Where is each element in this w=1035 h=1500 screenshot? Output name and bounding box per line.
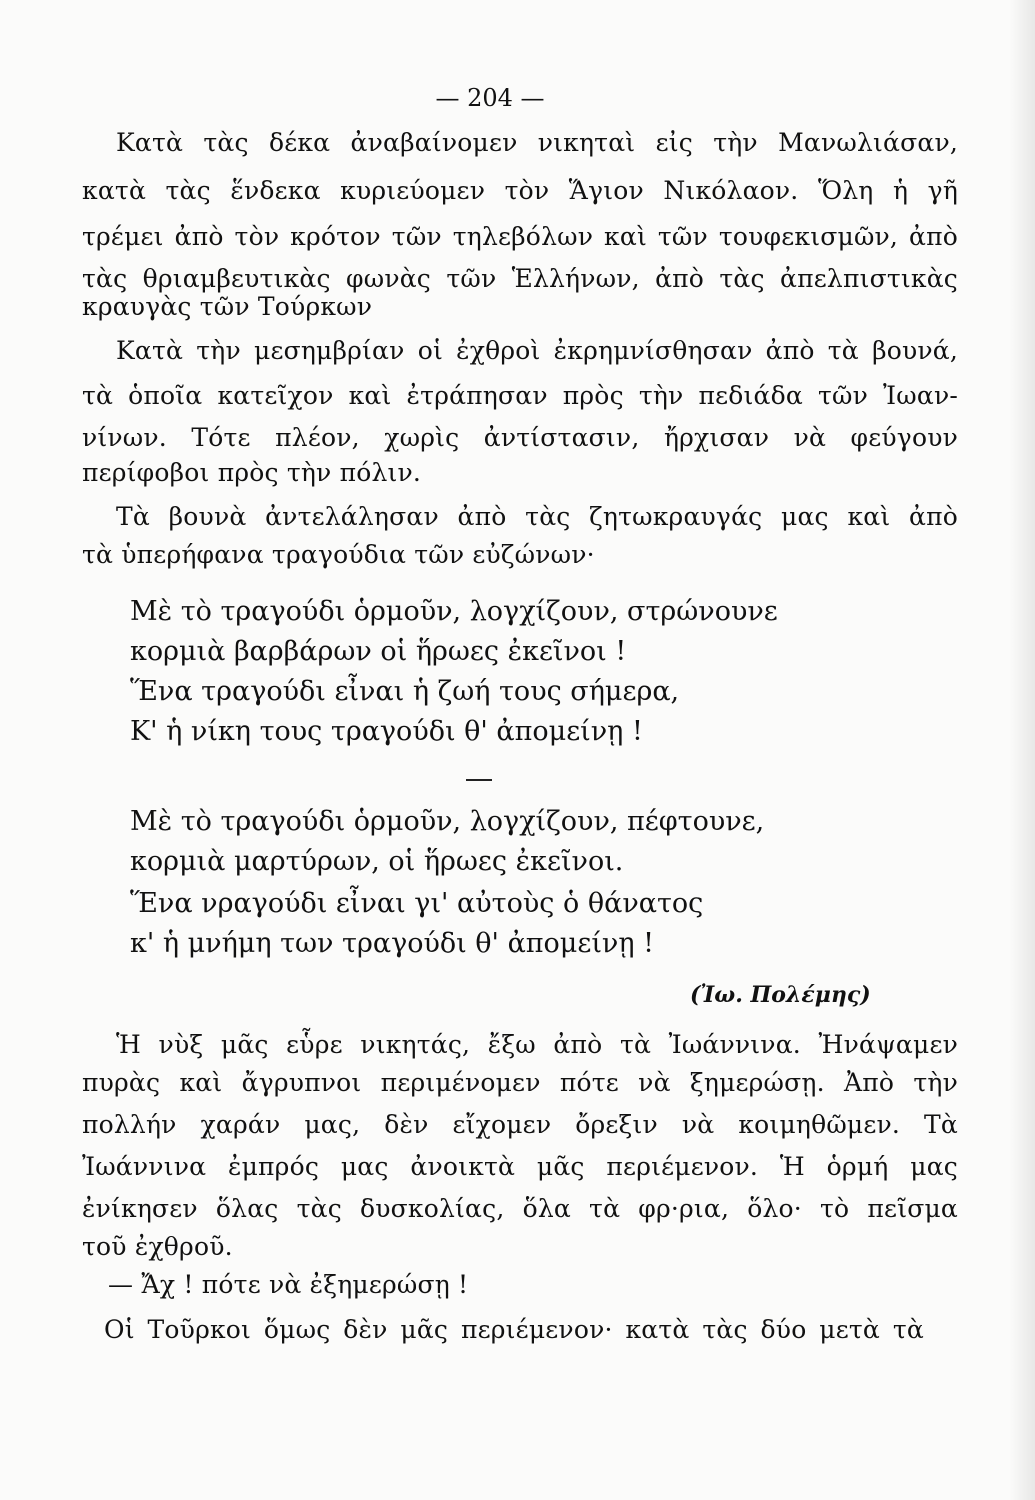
paragraph-3-line-2: τὰ ὑπερήφανα τραγούδια τῶν εὐζώνων· [82,540,595,569]
paragraph-1-line-4: τὰς θριαμβευτικὰς φωνὰς τῶν Ἑλλήνων, ἀπὸ τὰς ἀπελπιστικὰς [82,264,958,293]
paragraph-2-line-2: τὰ ὁποῖα κατεῖχον καὶ ἐτράπησαν πρὸς τὴν πεδιάδα τῶν Ἰωαν- [82,381,958,410]
last-line: Οἱ Τοῦρκοι ὅμως δὲν μᾶς περιέμενον· κατὰ τὰς δύο μετὰ τὰ [104,1315,924,1344]
stanza-2-line-3: Ἕνα νραγούδι εἶναι γι' αὐτοὺς ὁ θάνατος [130,888,704,919]
paragraph-4-line-3: πολλήν χαράν μας, δὲν εἴχομεν ὄρεξιν νὰ κοιμηθῶμεν. Τὰ [82,1110,958,1139]
paragraph-4-line-2: πυρὰς καὶ ἄγρυπνοι περιμένομεν πότε νὰ ξημερώσῃ. Ἀπὸ τὴν [82,1068,958,1097]
paragraph-2-line-4: περίφοβοι πρὸς τὴν πόλιν. [82,458,422,487]
dialogue-line: — Ἄχ ! πότε νὰ ἐξημερώσῃ ! [108,1270,469,1299]
stanza-2-line-4: κ' ἡ μνήμη των τραγούδι θ' ἀπομείνῃ ! [130,928,654,959]
paragraph-1-line-1: Κατὰ τὰς δέκα ἀναβαίνομεν νικηταὶ εἰς τὴν Μανωλιάσαν, [116,128,958,157]
paragraph-3-line-1: Τὰ βουνὰ ἀντελάλησαν ἀπὸ τὰς ζητωκραυγάς μας καὶ ἀπὸ [116,502,958,531]
stanza-separator [466,779,492,781]
page-number: — 204 — [435,84,545,112]
stanza-1-line-2: κορμιὰ βαρβάρων οἱ ἥρωες ἐκεῖνοι ! [130,636,627,667]
stanza-1-line-3: Ἕνα τραγούδι εἶναι ἡ ζωή τους σήμερα, [130,676,680,707]
stanza-1-line-4: Κ' ἡ νίκη τους τραγούδι θ' ἀπομείνῃ ! [130,716,643,747]
poem-attribution: (Ἰω. Πολέμης) [690,982,871,1008]
stanza-2-line-1: Μὲ τὸ τραγούδι ὁρμοῦν, λογχίζουν, πέφτουνε, [130,806,765,837]
paragraph-4-line-1: Ἡ νὺξ μᾶς εὗρε νικητάς, ἔξω ἀπὸ τὰ Ἰωάννινα. Ἠνάψαμεν [116,1030,958,1059]
paragraph-1-line-5: κραυγὰς τῶν Τούρκων [82,292,373,321]
paragraph-4-line-6: τοῦ ἐχθροῦ. [82,1232,233,1261]
paragraph-1-line-3: τρέμει ἀπὸ τὸν κρότον τῶν τηλεβόλων καὶ τῶν τουφεκισμῶν, ἀπὸ [82,222,958,251]
paragraph-4-line-4: Ἰωάννινα ἐμπρός μας ἀνοικτὰ μᾶς περιέμενον. Ἡ ὁρμή μας [82,1152,958,1181]
page-edge-shadow [1009,0,1035,1500]
paragraph-2-line-3: νίνων. Τότε πλέον, χωρὶς ἀντίστασιν, ἤρχισαν νὰ φεύγουν [82,423,958,452]
paragraph-4-line-5: ἐνίκησεν ὅλας τὰς δυσκολίας, ὅλα τὰ φρ·ρια, ὅλο· τὸ πεῖσμα [82,1194,958,1223]
paragraph-1-line-2: κατὰ τὰς ἕνδεκα κυριεύομεν τὸν Ἅγιον Νικόλαον. Ὅλη ἡ γῆ [82,176,958,205]
stanza-1-line-1: Μὲ τὸ τραγούδι ὁρμοῦν, λογχίζουν, στρώνουνε [130,596,778,627]
paragraph-2-line-1: Κατὰ τὴν μεσημβρίαν οἱ ἐχθροὶ ἐκρημνίσθησαν ἀπὸ τὰ βουνά, [116,336,958,365]
stanza-2-line-2: κορμιὰ μαρτύρων, οἱ ἥρωες ἐκεῖνοι. [130,846,624,877]
